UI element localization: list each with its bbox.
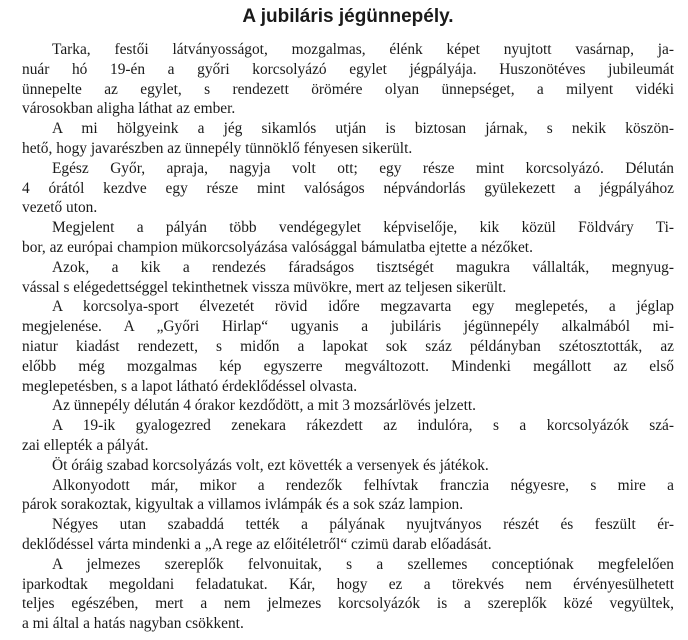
article-body xyxy=(22,40,674,634)
text-line: ünnepelte az egylet, s rendezett örömére olyan ünnepséget, a milyent vidéki xyxy=(22,80,674,98)
text-line: városokban aligha láthat az ember. xyxy=(22,100,236,118)
text-line: A korcsolya-sport élvezetét rövid időre megzavarta egy meglepetés, a jéglap xyxy=(52,298,674,316)
text-line: 4 órától kezdve egy része mint valóságos népvándorlás gyülekezett a jégpályához xyxy=(22,179,674,197)
text-line: előbb még mozgalmas kép egyszerre megváltozott. Mindenki megállott az első xyxy=(22,357,674,375)
text-line: Megjelent a pályán több vendégegylet képviselője, kik közül Földváry Ti- xyxy=(52,219,674,237)
paragraph xyxy=(22,297,674,396)
text-line: megjelenése. A „Győri Hirlap“ ugyanis a jubiláris jégünnepély alkalmából mi- xyxy=(22,318,674,336)
paragraph xyxy=(22,258,674,298)
text-line: Tarka, festői látványosságot, mozgalmas, élénk képet nyujtott vasárnap, ja- xyxy=(52,41,674,58)
text-line: bor, az európai champion mükorcsolyázása valósággal bámulatba ejtette a nézőket. xyxy=(22,238,533,256)
text-line: Öt óráig szabad korcsolyázás volt, ezt követték a versenyek és játékok. xyxy=(52,456,489,474)
text-line: niatur kiadást rendezett, s midőn a lapokat sok száz példányban szétosztották, az xyxy=(22,337,674,355)
text-line: hető, hogy javarészben az ünnepély tünnöklő fényesen sikerült. xyxy=(22,139,413,157)
paragraph xyxy=(22,119,674,159)
text-line: meglepetésben, s a lapot látható érdeklődéssel olvasta. xyxy=(22,377,358,395)
text-line: teljes egészében, mert a nem jelmezes korcsolyázók is a szereplők közé vegyültek, xyxy=(22,595,674,613)
text-line: Egész Győr, apraja, nagyja volt ott; egy része mint korcsolyázó. Délután xyxy=(52,159,674,177)
text-line: a mi által a hatás nagyban csökkent. xyxy=(22,615,244,633)
paragraph xyxy=(22,40,674,119)
paragraph xyxy=(22,159,674,218)
text-line: deklődéssel várta mindenki a „A rege az előitéletről“ czimü darab előadását. xyxy=(22,535,492,553)
text-line: iparkodtak megoldani feladatukat. Kár, hogy ez a törekvés nem érvényesülhetett xyxy=(22,575,674,593)
paragraph xyxy=(22,476,674,516)
paragraph xyxy=(22,515,674,555)
paragraph xyxy=(22,555,674,634)
text-line: A jelmezes szereplők felvonuitak, s a szellemes conceptiónak megfelelően xyxy=(52,555,674,573)
text-line: párok sorakoztak, kigyultak a villamos ivlámpák és a sok száz lampion. xyxy=(22,496,464,514)
text-line: zai ellepték a pályát. xyxy=(22,436,149,454)
text-line: A 19-ik gyalogezred zenekara rákezdett az indulóra, s a korcsolyázók szá- xyxy=(52,417,674,435)
text-line: Négyes utan szabaddá tették a pályának nyujtványos részét és feszült ér- xyxy=(52,516,674,534)
paragraph xyxy=(22,416,674,456)
text-line: nuár hó 19-én a győri korcsolyázó egylet jégpályája. Huszonötéves jubileumát xyxy=(22,60,674,78)
text-line: vezető uton. xyxy=(22,199,98,217)
paragraph xyxy=(22,396,674,416)
paragraph xyxy=(22,218,674,258)
text-line: A mi hölgyeink a jég sikamlós utján is biztosan járnak, s nekik köszön- xyxy=(52,120,674,138)
text-line: Az ünnepély délután 4 órakor kezdődött, a mit 3 mozsárlövés jelzett. xyxy=(52,397,476,415)
text-line: Alkonyodott már, mikor a rendezők felhívtak franczia négyesre, s mire a xyxy=(52,476,674,494)
paragraph xyxy=(22,456,674,476)
text-line: Azok, a kik a rendezés fáradságos tisztségét magukra vállalták, megnyug- xyxy=(52,258,674,276)
article-title: A jubiláris jégünnepély. xyxy=(242,6,454,27)
text-line: vással s elégedettséggel tekinthetnek vissza müvökre, mert az teljesen sikerült. xyxy=(22,278,507,296)
